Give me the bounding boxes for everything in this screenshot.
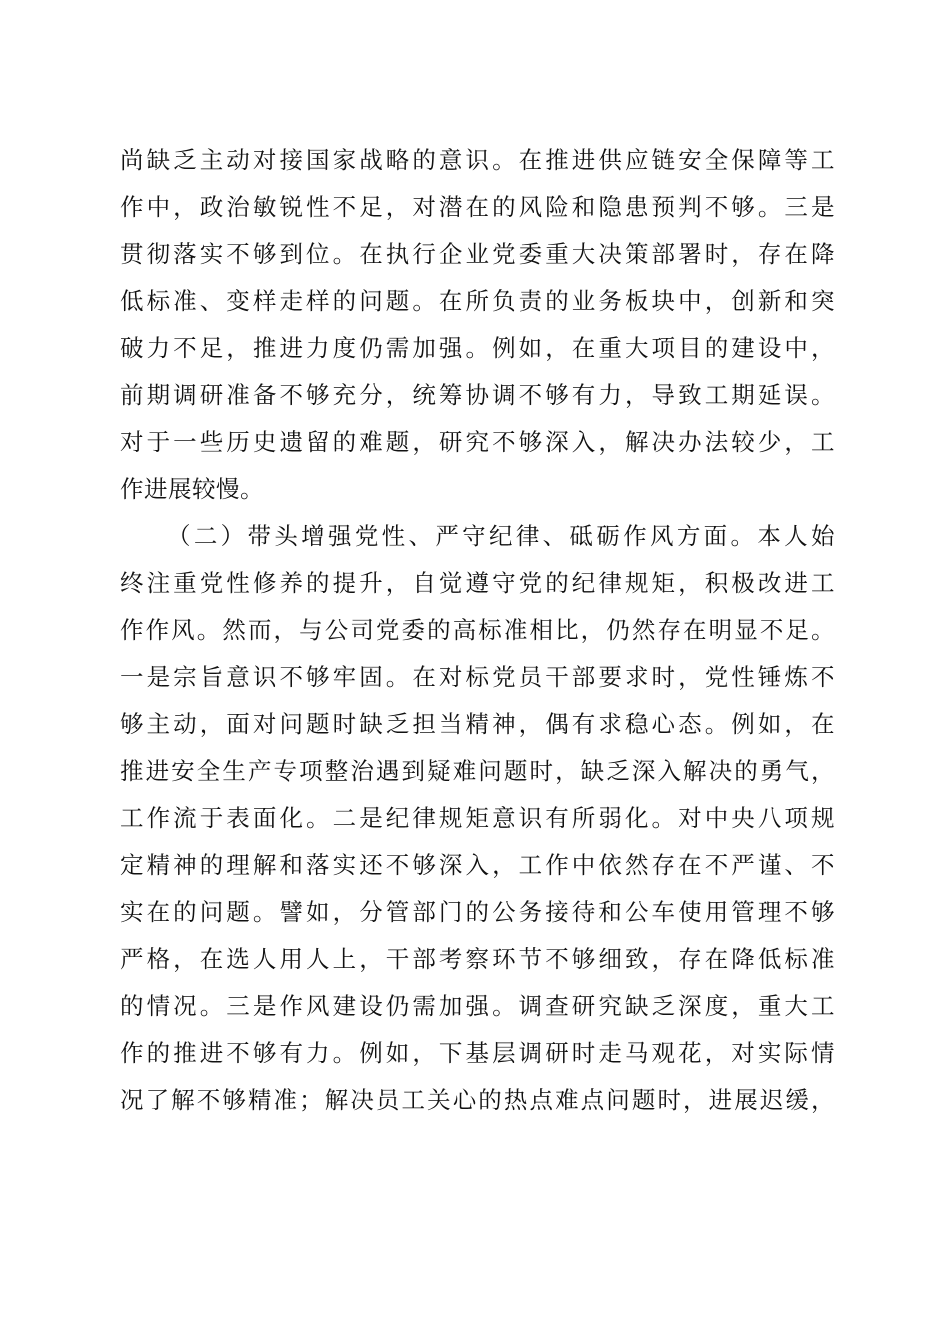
paragraph-2 [120,513,835,1124]
text-line: 前期调研准备不够充分，统筹协调不够有力，导致工期延误。 [120,381,835,409]
text-line: 一是宗旨意识不够牢固。在对标党员干部要求时，党性锤炼不 [120,663,835,691]
paragraph-1 [120,137,835,513]
text-line: 尚缺乏主动对接国家战略的意识。在推进供应链安全保障等工 [120,146,835,174]
text-line: 终注重党性修养的提升，自觉遵守党的纪律规矩，积极改进工 [120,569,835,597]
text-line: 作中，政治敏锐性不足，对潜在的风险和隐患预判不够。三是 [120,193,835,221]
text-line: 实在的问题。譬如，分管部门的公务接待和公车使用管理不够 [120,898,835,926]
text-line: 贯彻落实不够到位。在执行企业党委重大决策部署时，存在降 [120,240,835,268]
text-line: 作的推进不够有力。例如，下基层调研时走马观花，对实际情 [120,1039,835,1067]
text-line: 对于一些历史遗留的难题，研究不够深入，解决办法较少，工 [120,428,835,456]
text-line: 的情况。三是作风建设仍需加强。调查研究缺乏深度，重大工 [120,992,835,1020]
document-body [120,137,835,1124]
text-line: 作作风。然而，与公司党委的高标准相比，仍然存在明显不足。 [120,616,835,644]
text-line: 况了解不够精准；解决员工关心的热点难点问题时，进展迟缓， [120,1086,835,1114]
section-heading-line: （二）带头增强党性、严守纪律、砥砺作风方面。本人始 [167,522,835,550]
text-line: 作进展较慢。 [120,475,264,503]
text-line: 低标准、变样走样的问题。在所负责的业务板块中，创新和突 [120,287,835,315]
text-line: 破力不足，推进力度仍需加强。例如，在重大项目的建设中， [120,334,835,362]
text-line: 够主动，面对问题时缺乏担当精神，偶有求稳心态。例如，在 [120,710,835,738]
text-line: 推进安全生产专项整治遇到疑难问题时，缺乏深入解决的勇气， [120,757,835,785]
text-line: 定精神的理解和落实还不够深入，工作中依然存在不严谨、不 [120,851,835,879]
text-line: 严格，在选人用人上，干部考察环节不够细致，存在降低标准 [120,945,835,973]
text-line: 工作流于表面化。二是纪律规矩意识有所弱化。对中央八项规 [120,804,835,832]
